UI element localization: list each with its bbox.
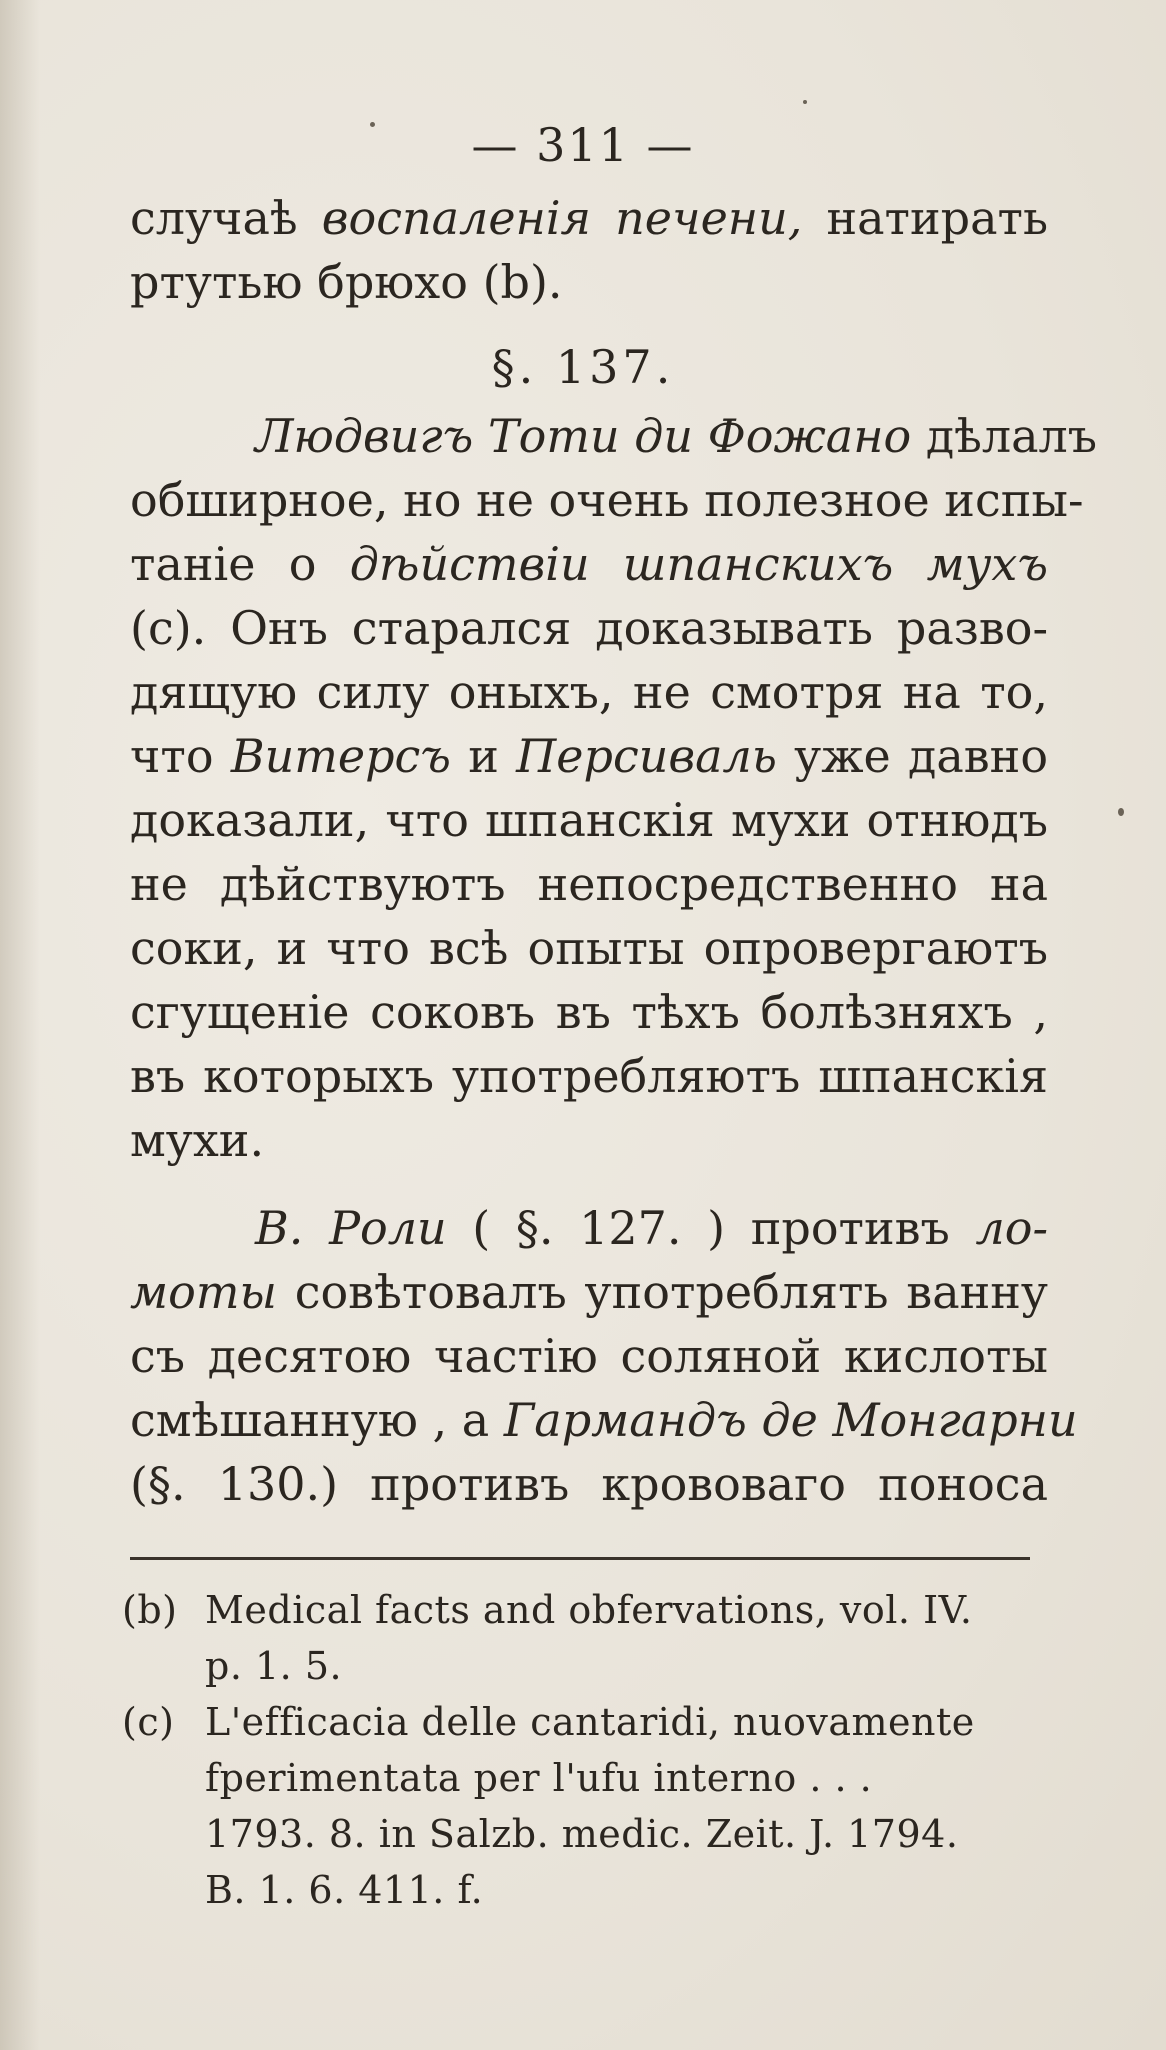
italic-term: воспаленія	[321, 191, 592, 245]
text-line-4: обширное, но не очень полезное испы-	[130, 473, 1084, 527]
footnote-divider	[130, 1557, 1030, 1560]
footnote-mark-c: (c)	[122, 1700, 175, 1744]
text-line-18	[130, 1392, 1078, 1448]
italic-name: Гармандъ де Монгарни	[503, 1393, 1078, 1447]
italic-name: Персиваль	[516, 729, 777, 783]
text-line-16	[130, 1264, 1048, 1320]
footnote-b-line-2: p. 1. 5.	[205, 1644, 343, 1688]
text-line-12: сгущеніе соковъ въ тѣхъ болѣзняхъ ,	[130, 985, 1048, 1039]
italic-term: печени,	[615, 191, 803, 245]
word: и	[468, 729, 499, 783]
word: ( §. 127. ) противъ	[472, 1201, 950, 1255]
text-line-1	[130, 190, 1048, 246]
text-line-14: мухи.	[130, 1113, 265, 1167]
footnote-c-line-4: B. 1. 6. 411. f.	[205, 1868, 484, 1912]
footnote-c-line-2: fperimentata per l'ufu interno . . .	[205, 1756, 873, 1800]
footnote-c-line-1: L'efficacia delle cantaridi, nuovamente	[205, 1700, 975, 1744]
text-line-6: (c). Онъ старался доказывать разво-	[130, 601, 1048, 655]
italic-name: Витерсъ	[230, 729, 451, 783]
text-line-17: съ десятою частію соляной кислоты	[130, 1329, 1048, 1383]
spine-shadow	[0, 0, 40, 2050]
footnote-mark-b: (b)	[122, 1588, 178, 1632]
text-line-13: въ которыхъ употребляютъ шпанскія	[130, 1049, 1048, 1103]
word: смѣшанную , а	[130, 1393, 490, 1447]
section-heading: §. 137.	[491, 340, 675, 394]
italic-name: В. Роли	[255, 1201, 447, 1255]
text-line-2: ртутью брюхо (b).	[130, 255, 563, 309]
text-line-5	[130, 536, 1048, 592]
footnote-b-line-1: Medical facts and obfervations, vol. IV.	[205, 1588, 973, 1632]
italic-name: Людвигъ Тоти ди Фожано	[255, 409, 912, 463]
italic-term: ло-	[975, 1201, 1048, 1255]
text-line-9: доказали, что шпанскія мухи отнюдъ	[130, 793, 1048, 847]
word: уже давно	[794, 729, 1049, 783]
paper-speck	[370, 122, 375, 127]
text-line-10: не дѣйствуютъ непосредственно на	[130, 857, 1048, 911]
text-line-15	[255, 1200, 1048, 1256]
word: таніе о	[130, 537, 317, 591]
paper-speck	[1118, 808, 1124, 816]
italic-term: моты	[130, 1265, 277, 1319]
footnote-c-line-3: 1793. 8. in Salzb. medic. Zeit. J. 1794.	[205, 1812, 959, 1856]
word: натирать	[826, 191, 1049, 245]
italic-term: дѣйствіи шпанскихъ мухъ	[349, 537, 1048, 591]
paper-speck	[803, 100, 807, 104]
text-line-11: соки, и что всѣ опыты опровергаютъ	[130, 921, 1048, 975]
word: что	[130, 729, 214, 783]
text-line-7: дящую силу оныхъ, не смотря на то,	[130, 665, 1048, 719]
text-line-8	[130, 728, 1048, 784]
page-number: — 311 —	[471, 118, 695, 172]
word: совѣтовалъ употреблять ванну	[294, 1265, 1049, 1319]
text-line-19: (§. 130.) противъ крововаго поноса	[130, 1457, 1048, 1511]
text-line-3	[255, 408, 1098, 464]
word: дѣлалъ	[925, 409, 1098, 463]
word: случаѣ	[130, 191, 298, 245]
